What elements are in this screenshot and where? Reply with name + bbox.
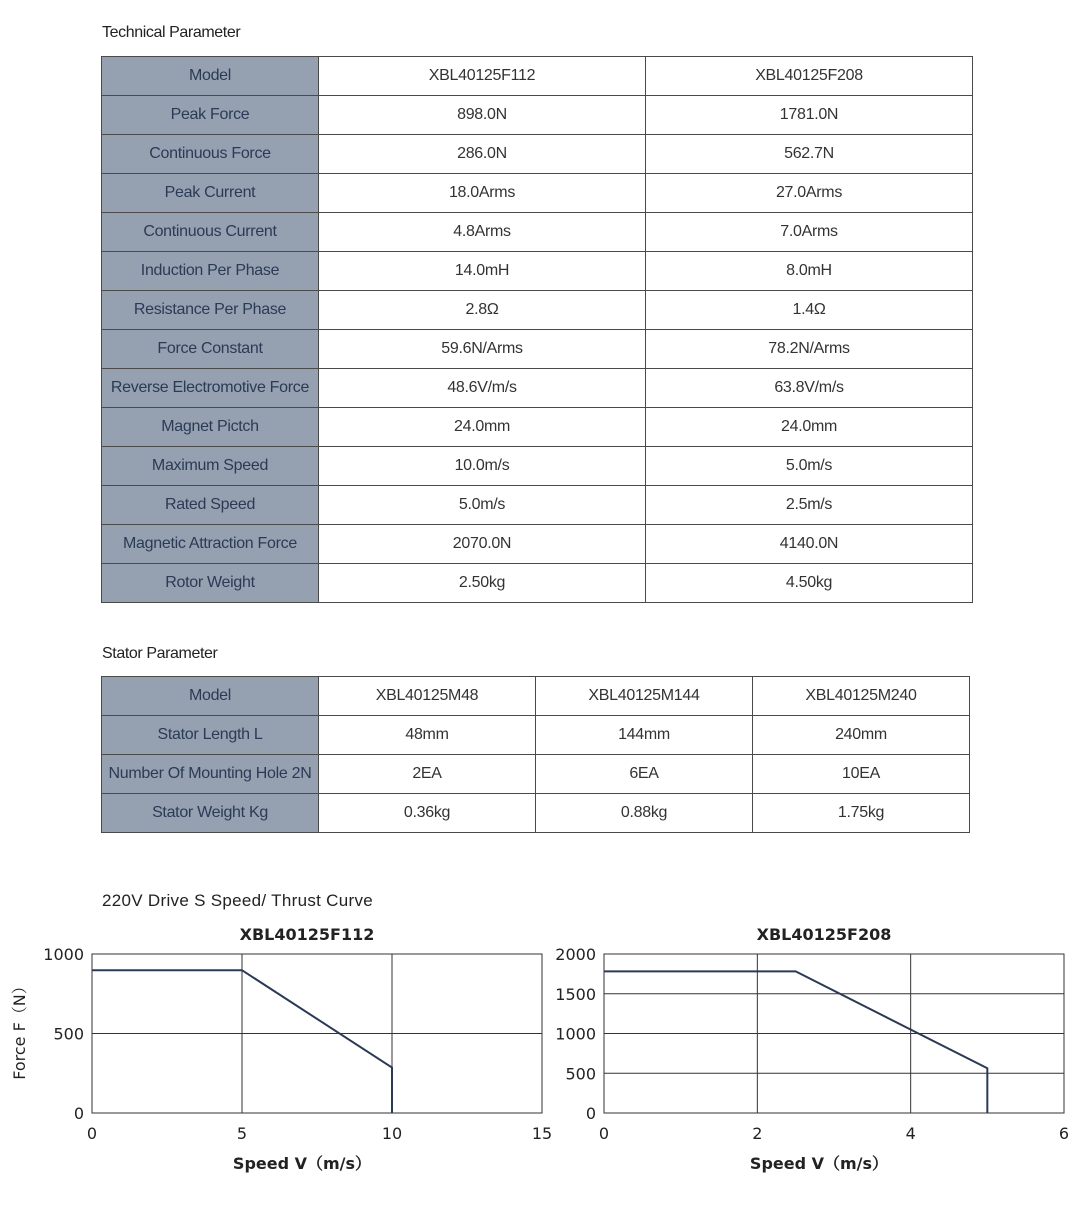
y-tick-label: 1500 (555, 984, 596, 1004)
x-tick-label: 0 (86, 1124, 98, 1143)
cell-value: 6EA (536, 755, 753, 794)
cell-value: 2.5m/s (646, 486, 973, 525)
row-label: Stator Weight Kg (102, 794, 319, 833)
row-label: Peak Current (102, 174, 319, 213)
x-tick-label: 0 (598, 1124, 610, 1143)
cell-value: 240mm (753, 716, 970, 755)
cell-value: 27.0Arms (646, 174, 973, 213)
stator-parameter-title: Stator Parameter (102, 645, 218, 662)
cell-value: 898.0N (319, 96, 646, 135)
x-tick-label: 5 (236, 1124, 248, 1143)
thrust-curve-title: 220V Drive S Speed/ Thrust Curve (102, 891, 374, 910)
row-label: Peak Force (102, 96, 319, 135)
cell-value: 0.88kg (536, 794, 753, 833)
row-label: Rotor Weight (102, 564, 319, 603)
technical-parameter-table (101, 56, 973, 603)
cell-value: 18.0Arms (319, 174, 646, 213)
cell-value: 10.0m/s (319, 447, 646, 486)
row-label: Model (102, 57, 319, 96)
cell-value: 144mm (536, 716, 753, 755)
table-row (102, 174, 973, 213)
cell-value: XBL40125F208 (646, 57, 973, 96)
cell-value: 1.4Ω (646, 291, 973, 330)
cell-value: 0.36kg (319, 794, 536, 833)
x-tick-label: 6 (1058, 1124, 1070, 1143)
cell-value: 4.50kg (646, 564, 973, 603)
cell-value: 4.8Arms (319, 213, 646, 252)
cell-value: XBL40125F112 (319, 57, 646, 96)
cell-value: 7.0Arms (646, 213, 973, 252)
y-tick-label: 2000 (555, 945, 596, 964)
cell-value: 2.50kg (319, 564, 646, 603)
row-label: Continuous Force (102, 135, 319, 174)
chart-title: XBL40125F112 (239, 925, 375, 944)
cell-value: 5.0m/s (646, 447, 973, 486)
x-tick-label: 15 (531, 1124, 553, 1143)
row-label: Number Of Mounting Hole 2N (102, 755, 319, 794)
table-row (102, 525, 973, 564)
cell-value: 78.2N/Arms (646, 330, 973, 369)
row-label: Reverse Electromotive Force (102, 369, 319, 408)
cell-value: XBL40125M48 (319, 677, 536, 716)
table-row (102, 57, 973, 96)
y-tick-label: 1000 (43, 945, 84, 964)
cell-value: 286.0N (319, 135, 646, 174)
row-label: Force Constant (102, 330, 319, 369)
x-tick-label: 4 (905, 1124, 916, 1143)
table-row (102, 716, 970, 755)
speed-thrust-charts (0, 915, 1072, 1185)
cell-value: 2.8Ω (319, 291, 646, 330)
x-axis-label: Speed V（m/s） (749, 1154, 889, 1173)
x-tick-label: 10 (381, 1124, 403, 1143)
cell-value: XBL40125M144 (536, 677, 753, 716)
cell-value: 63.8V/m/s (646, 369, 973, 408)
y-tick-label: 0 (73, 1104, 84, 1123)
series-line (604, 971, 987, 1113)
cell-value: 2EA (319, 755, 536, 794)
table-row (102, 252, 973, 291)
cell-value: 24.0mm (319, 408, 646, 447)
cell-value: 10EA (753, 755, 970, 794)
y-tick-label: 500 (565, 1064, 596, 1084)
table-row (102, 677, 970, 716)
stator-parameter-table (101, 676, 970, 833)
cell-value: 2070.0N (319, 525, 646, 564)
cell-value: 1781.0N (646, 96, 973, 135)
x-tick-label: 2 (752, 1124, 763, 1143)
row-label: Magnetic Attraction Force (102, 525, 319, 564)
table-row (102, 135, 973, 174)
chart-title: XBL40125F208 (756, 925, 892, 944)
chart-xbl40125f208 (555, 925, 1069, 1173)
cell-value: XBL40125M240 (753, 677, 970, 716)
cell-value: 1.75kg (753, 794, 970, 833)
row-label: Model (102, 677, 319, 716)
table-row (102, 794, 970, 833)
table-row (102, 291, 973, 330)
x-axis-label: Speed V（m/s） (232, 1154, 372, 1173)
y-tick-label: 0 (585, 1104, 596, 1123)
technical-parameter-title: Technical Parameter (102, 24, 241, 41)
cell-value: 14.0mH (319, 252, 646, 291)
table-row (102, 330, 973, 369)
table-row (102, 408, 973, 447)
table-row (102, 369, 973, 408)
cell-value: 48.6V/m/s (319, 369, 646, 408)
cell-value: 8.0mH (646, 252, 973, 291)
row-label: Magnet Pictch (102, 408, 319, 447)
row-label: Continuous Current (102, 213, 319, 252)
cell-value: 48mm (319, 716, 536, 755)
table-row (102, 447, 973, 486)
table-row (102, 486, 973, 525)
table-row (102, 564, 973, 603)
table-row (102, 755, 970, 794)
row-label: Resistance Per Phase (102, 291, 319, 330)
row-label: Induction Per Phase (102, 252, 319, 291)
row-label: Maximum Speed (102, 447, 319, 486)
row-label: Stator Length L (102, 716, 319, 755)
y-tick-label: 1000 (555, 1024, 596, 1044)
cell-value: 24.0mm (646, 408, 973, 447)
table-row (102, 213, 973, 252)
table-row (102, 96, 973, 135)
cell-value: 4140.0N (646, 525, 973, 564)
cell-value: 5.0m/s (319, 486, 646, 525)
cell-value: 562.7N (646, 135, 973, 174)
chart-xbl40125f112 (43, 925, 552, 1173)
y-axis-label: Force F（N） (10, 978, 29, 1080)
cell-value: 59.6N/Arms (319, 330, 646, 369)
row-label: Rated Speed (102, 486, 319, 525)
y-tick-label: 500 (53, 1024, 84, 1044)
